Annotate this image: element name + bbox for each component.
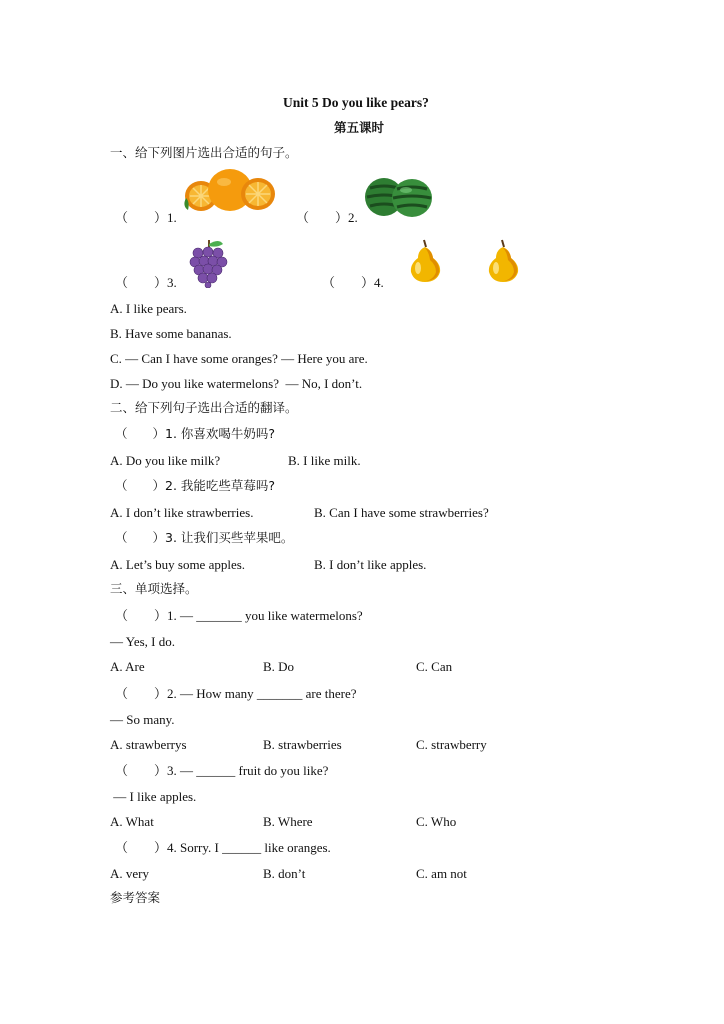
choice-3-reply: — I like apples. [110,789,197,804]
translation-2-option-b: B. Can I have some strawberries? [314,505,489,520]
choice-1-reply: — Yes, I do. [110,634,176,649]
choice-2-option-c: C. strawberry [416,737,487,752]
translation-3-option-b: B. I don’t like apples. [314,557,427,572]
choice-1-option-a: A. Are [110,659,145,674]
lesson-subtitle: 第五课时 [334,120,385,135]
choice-question-2: （ ）2. — How many _______ are there? [115,686,357,701]
choice-3-option-c: C. Who [416,814,457,829]
section1-option-b: B. Have some bananas. [110,326,232,341]
choice-2-option-a: A. strawberrys [110,737,187,752]
watermelons-icon [364,176,434,218]
choice-3-option-b: B. Where [263,814,313,829]
pears-icon [406,238,526,284]
choice-1-option-b: B. Do [263,659,295,674]
translation-3-option-a: A. Let’s buy some apples. [110,557,246,572]
translation-1-option-b: B. I like milk. [288,453,361,468]
translation-question-2: （ ）2. 我能吃些草莓吗? [115,478,276,493]
section1-option-a: A. I like pears. [110,301,187,316]
translation-question-3: （ ）3. 让我们买些苹果吧。 [115,530,294,545]
section1-option-d: D. — Do you like watermelons? — No, I don’t. [110,376,363,391]
choice-4-option-c: C. am not [416,866,467,881]
choice-question-1: （ ）1. — _______ you like watermelons? [115,608,363,623]
choice-1-option-c: C. Can [416,659,453,674]
grapes-icon [189,238,229,288]
page-title: Unit 5 Do you like pears? [283,95,429,110]
choice-question-4: （ ）4. Sorry. I ______ like oranges. [115,840,331,855]
choice-2-reply: — So many. [110,712,175,727]
choice-question-3: （ ）3. — ______ fruit do you like? [115,763,329,778]
section1-option-c: C. — Can I have some oranges? — Here you are. [110,351,368,366]
picture-question-2: （ ）2. [296,210,358,225]
picture-question-3: （ ）3. [115,275,177,290]
answers-label: 参考答案 [110,890,161,905]
oranges-icon [182,168,278,214]
translation-2-option-a: A. I don’t like strawberries. [110,505,254,520]
translation-1-option-a: A. Do you like milk? [110,453,221,468]
choice-4-option-b: B. don’t [263,866,306,881]
translation-question-1: （ ）1. 你喜欢喝牛奶吗? [115,426,276,441]
choice-4-option-a: A. very [110,866,149,881]
section1-heading: 一、给下列图片选出合适的句子。 [110,145,298,160]
section2-heading: 二、给下列句子选出合适的翻译。 [110,400,298,415]
section3-heading: 三、单项选择。 [110,581,198,596]
choice-2-option-b: B. strawberries [263,737,342,752]
picture-question-1: （ ）1. [115,210,177,225]
picture-question-4: （ ）4. [322,275,384,290]
choice-3-option-a: A. What [110,814,154,829]
